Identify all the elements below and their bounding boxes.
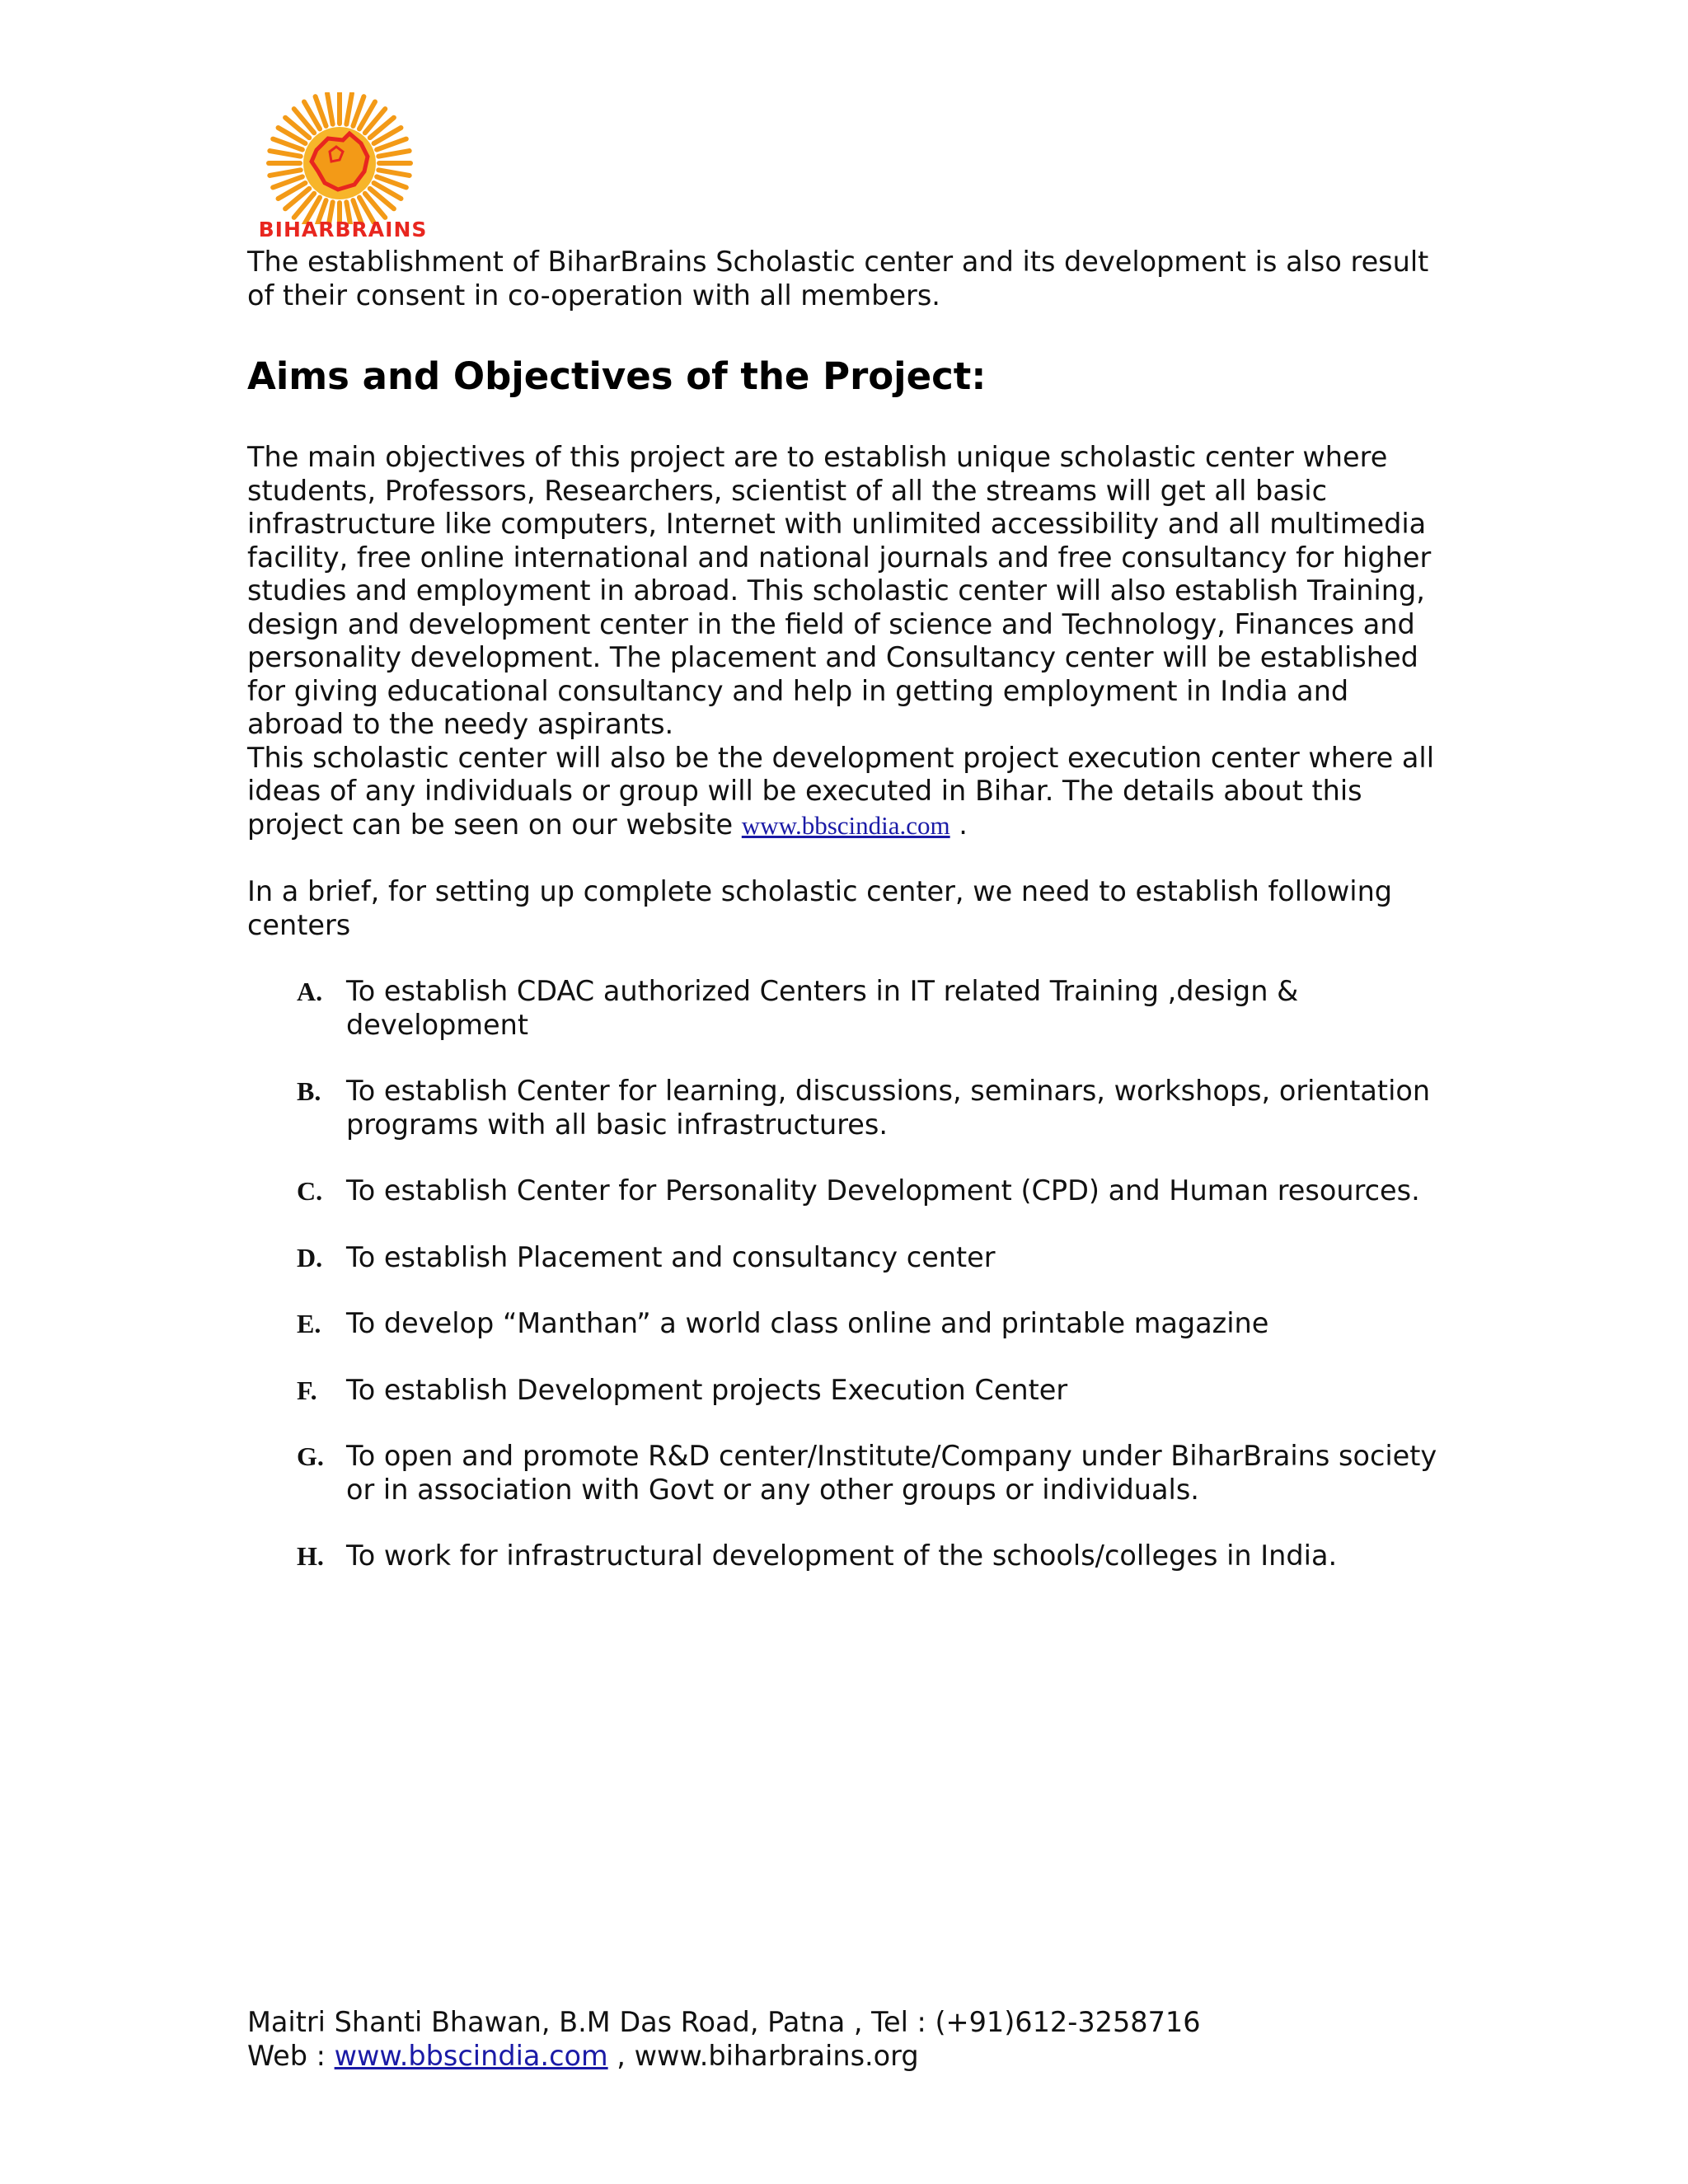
brief-paragraph: In a brief, for setting up complete scholastic center, we need to establish following centers	[247, 875, 1393, 941]
objectives-paragraph-1: The main objectives of this project are to establish unique scholastic center where students, Professors, Researchers, scientist of all the streams will get all basic infrastructure like computers, Internet with unlimited accessibility and all multimedia facility, free online international and national journals and free consultancy for higher studies and employment in abroad. This scholastic center will also establish Training, design and development center in the field of science and Technology, Finances and personality development. The placement and Consultancy center will be established for giving educational consultancy and help in getting employment in India and abroad to the needy aspirants.	[247, 441, 1432, 740]
biharbrains-logo	[257, 92, 429, 247]
objectives-paragraph-2-text: This scholastic center will also be the development project execution center where all ideas of any individuals or group will be executed in Bihar. The details about this project can be seen on our website	[247, 741, 1435, 841]
list-item-text: To establish Development projects Execution Center	[346, 1373, 1068, 1406]
list-item	[247, 1307, 1451, 1341]
sun-with-map-icon	[257, 92, 429, 224]
page-footer	[247, 2006, 1451, 2073]
website-link[interactable]: www.bbscindia.com	[741, 810, 950, 840]
sun-ray	[270, 170, 300, 176]
footer-alt-website: www.biharbrains.org	[634, 2039, 919, 2072]
objectives-paragraph-2	[247, 742, 1451, 843]
sun-ray	[378, 151, 409, 157]
list-item-text: To develop “Manthan” a world class online and printable magazine	[346, 1307, 1269, 1339]
sun-ray	[270, 151, 300, 157]
sun-ray	[378, 170, 409, 176]
section-heading: Aims and Objectives of the Project:	[247, 354, 987, 398]
list-letter: G.	[297, 1441, 324, 1471]
list-item	[247, 1374, 1451, 1408]
list-letter: D.	[297, 1242, 323, 1272]
footer-address: Maitri Shanti Bhawan, B.M Das Road, Patna , Tel : (+91)612-3258716	[247, 2006, 1201, 2038]
list-item-text: To open and promote R&D center/Institute/Company under BiharBrains society or in association with Govt or any other groups or individuals.	[346, 1440, 1437, 1506]
sun-ray	[327, 93, 333, 124]
list-letter: C.	[297, 1176, 323, 1206]
list-item-text: To work for infrastructural development of the schools/colleges in India.	[346, 1540, 1338, 1572]
footer-web	[247, 2040, 1451, 2074]
list-letter: B.	[297, 1076, 321, 1106]
document-body	[247, 246, 1451, 1606]
list-item	[247, 1174, 1451, 1208]
list-item-text: To establish Placement and consultancy center	[346, 1240, 996, 1273]
list-item-text: To establish Center for learning, discussions, seminars, workshops, orientation programs with all basic infrastructures.	[346, 1075, 1431, 1141]
centers-list	[247, 975, 1451, 1573]
footer-web-label: Web :	[247, 2039, 335, 2072]
list-letter: E.	[297, 1309, 321, 1338]
footer-website-link[interactable]: www.bbscindia.com	[334, 2039, 608, 2072]
logo-text: BIHARBRAINS	[258, 218, 428, 241]
list-item	[247, 975, 1451, 1042]
footer-web-separator: ,	[607, 2039, 635, 2072]
list-item-text: To establish Center for Personality Development (CPD) and Human resources.	[346, 1174, 1420, 1207]
list-letter: H.	[297, 1541, 324, 1571]
list-item	[247, 1075, 1451, 1141]
objectives-paragraph-2-tail: .	[950, 808, 968, 841]
list-item-text: To establish CDAC authorized Centers in IT related Training ,design & development	[346, 975, 1299, 1041]
intro-paragraph: The establishment of BiharBrains Scholastic center and its development is also result of their consent in co-operation with all members.	[247, 246, 1429, 312]
sun-ray	[346, 93, 352, 124]
list-letter: F.	[297, 1375, 317, 1405]
list-item	[247, 1241, 1451, 1275]
list-letter: A.	[297, 977, 323, 1006]
list-item	[247, 1440, 1451, 1507]
list-item	[247, 1540, 1451, 1573]
